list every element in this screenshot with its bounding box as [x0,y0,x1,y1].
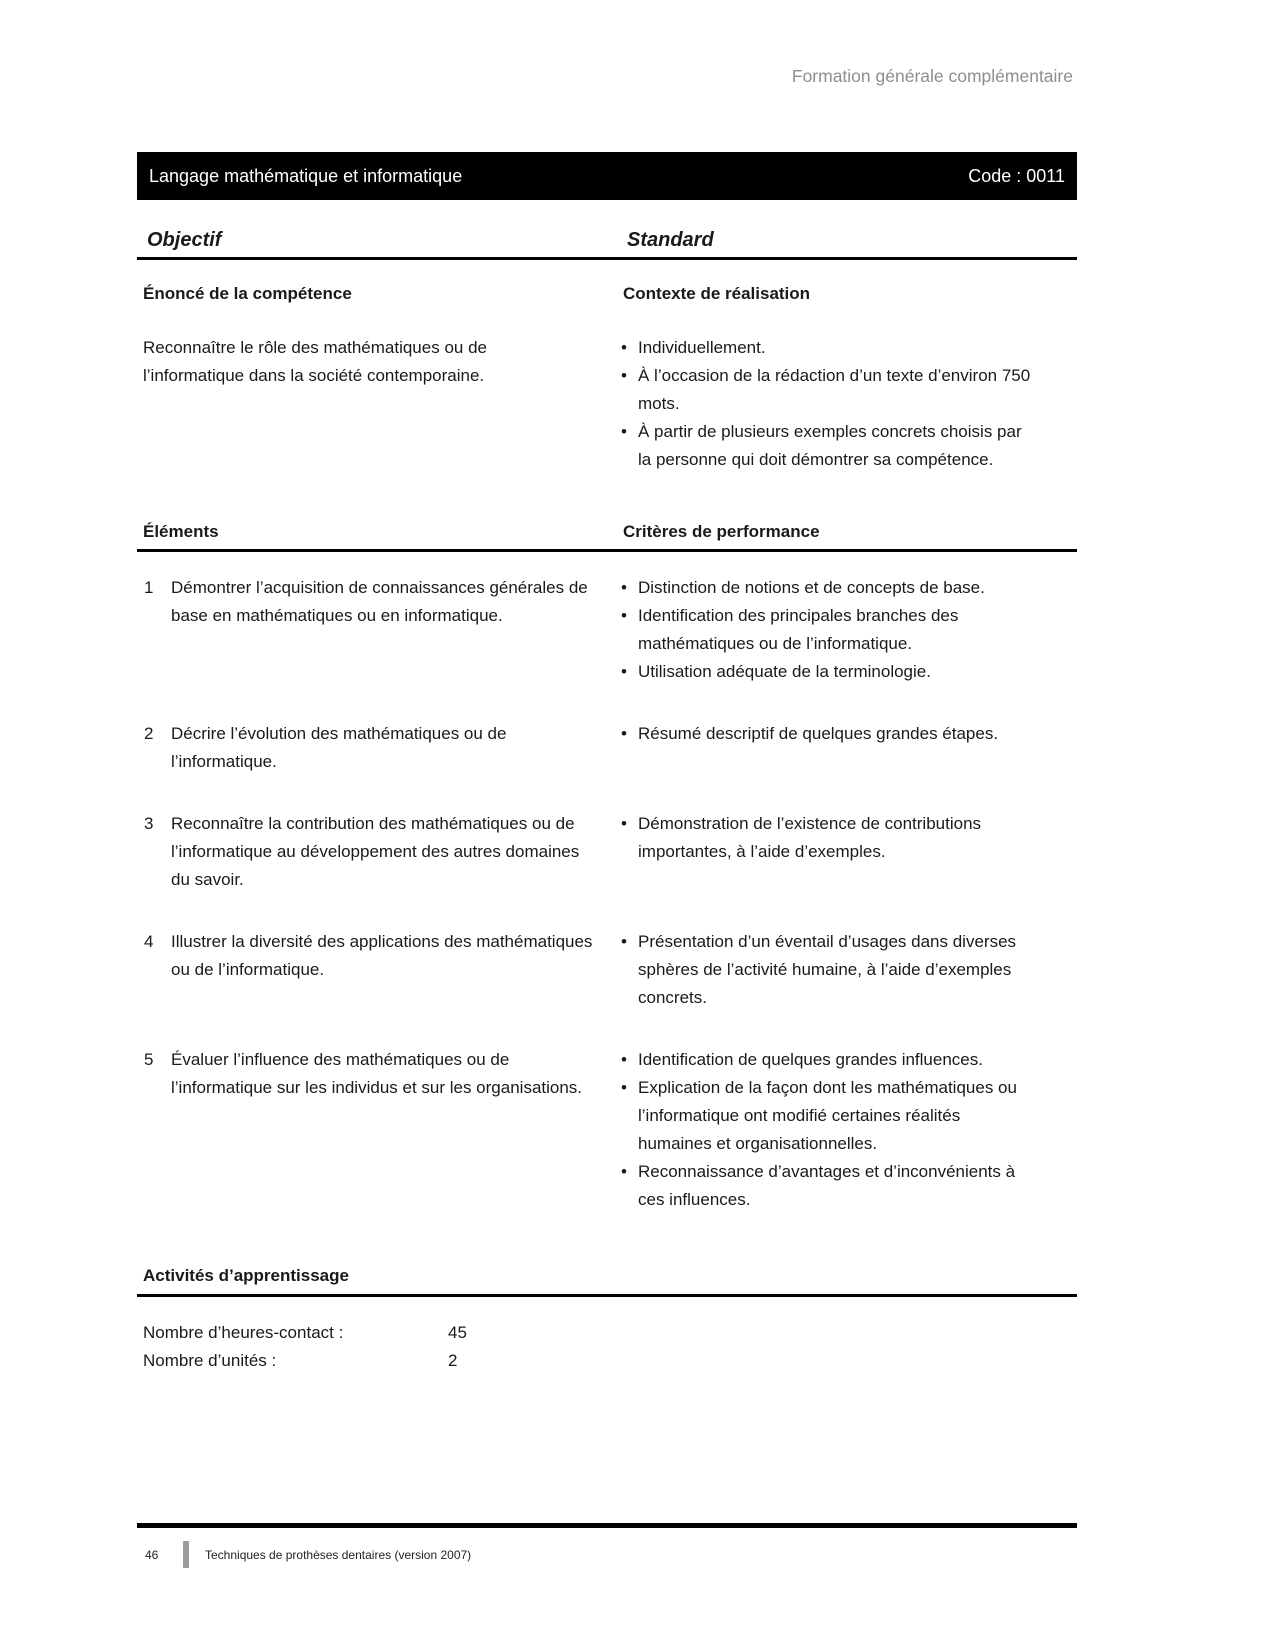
element-number: 2 [144,724,154,743]
list-item-text: Identification de quelques grandes influences. [638,1050,983,1069]
section-rule-top [137,257,1077,260]
hours-contact-value: 45 [448,1323,467,1342]
enonce-column [137,280,597,474]
element-cell [137,928,597,1012]
list-item [617,810,1037,866]
units-label: Nombre d’unités : [143,1351,277,1370]
footer-divider [183,1541,189,1568]
hours-contact-line [143,1319,1077,1347]
list-item-text: Distinction de notions et de concepts de base. [638,578,985,597]
list-item-text: Explication de la façon dont les mathématiques ou l’informatique ont modifié certaines réalités humaines et organisationnelles. [638,1078,1017,1153]
list-item [617,1158,1037,1214]
page-number: 46 [145,1547,159,1562]
objectif-heading: Objectif [147,229,222,251]
contexte-heading: Contexte de réalisation [623,284,811,303]
element-cell [137,574,597,686]
list-item-text: À l’occasion de la rédaction d’un texte d’environ 750 mots. [638,366,1031,413]
criteria-list [617,1046,1037,1214]
element-text: Évaluer l’influence des mathématiques ou de l’informatique sur les individus et sur les organisations. [171,1050,583,1097]
elements-criteria-headings [137,518,1077,546]
list-item [617,418,1037,474]
elements-heading: Éléments [143,522,219,541]
criteria-heading: Critères de performance [623,522,820,541]
list-item [617,1046,1037,1074]
footer-row [137,1541,1077,1568]
list-item [617,362,1037,418]
list-item [617,334,1037,362]
bullet-icon [621,658,627,686]
running-header: Formation générale complémentaire [791,66,1073,86]
list-item [617,1074,1037,1158]
list-item [617,658,1037,686]
list-item-text: Reconnaissance d’avantages et d’inconvénients à ces influences. [638,1162,1016,1209]
hours-contact-label: Nombre d’heures-contact : [143,1323,344,1342]
list-item-text: Identification des principales branches des mathématiques ou de l’informatique. [638,606,959,653]
section-rule-elements [137,549,1077,552]
bullet-icon [621,720,627,748]
element-text: Reconnaître la contribution des mathématiques ou de l’informatique au développement des autres domaines du savoir. [171,814,580,889]
activites-section [137,1262,1077,1375]
criteria-cell [617,810,1037,894]
bullet-icon [621,1158,627,1186]
element-cell [137,810,597,894]
contexte-list [617,334,1037,474]
list-item-text: Présentation d’un éventail d’usages dans diverses sphères de l’activité humaine, à l’aide d’exemples concrets. [638,932,1017,1007]
list-item-text: Démonstration de l’existence de contributions importantes, à l’aide d’exemples. [638,814,982,861]
bullet-icon [621,810,627,838]
activites-heading: Activités d’apprentissage [143,1266,349,1285]
course-title-bar [137,152,1077,200]
element-number: 3 [144,814,154,833]
section-rule-activites [137,1294,1077,1297]
bullet-icon [621,1046,627,1074]
table-row [137,1046,1077,1214]
list-item-text: À partir de plusieurs exemples concrets choisis par la personne qui doit démontrer sa compétence. [638,422,1022,469]
course-code: Code : 0011 [968,166,1065,186]
list-item [617,574,1037,602]
table-row [137,810,1077,894]
list-item-text: Utilisation adéquate de la terminologie. [638,662,931,681]
list-item-text: Individuellement. [638,338,766,357]
enonce-heading: Énoncé de la compétence [143,284,352,303]
criteria-cell [617,720,1037,776]
element-number: 1 [144,578,154,597]
page-content [137,0,1077,1375]
criteria-list [617,928,1037,1012]
element-number: 4 [144,932,154,951]
bullet-icon [621,928,627,956]
element-text: Décrire l’évolution des mathématiques ou de l’informatique. [171,724,507,771]
element-cell [137,720,597,776]
bullet-icon [621,1074,627,1102]
list-item [617,720,1037,748]
criteria-list [617,810,1037,866]
objectif-standard-headings [137,226,1077,254]
element-text: Démontrer l’acquisition de connaissances générales de base en mathématiques ou en informatique. [171,578,588,625]
bullet-icon [621,574,627,602]
element-text: Illustrer la diversité des applications des mathématiques ou de l’informatique. [171,932,593,979]
table-row [137,928,1077,1012]
bullet-icon [621,418,627,446]
enonce-text: Reconnaître le rôle des mathématiques ou de l’informatique dans la société contemporaine. [143,338,487,385]
units-value: 2 [448,1351,458,1370]
element-number: 5 [144,1050,154,1069]
contexte-column [617,280,1037,474]
bullet-icon [621,334,627,362]
element-cell [137,1046,597,1214]
table-row [137,720,1077,776]
criteria-cell [617,574,1037,686]
table-row [137,574,1077,686]
page-footer [137,1523,1077,1568]
criteria-cell [617,928,1037,1012]
criteria-list [617,574,1037,686]
criteria-list [617,720,1037,748]
elements-rows [137,574,1077,1214]
list-item-text: Résumé descriptif de quelques grandes étapes. [638,724,999,743]
units-line [143,1347,1077,1375]
bullet-icon [621,362,627,390]
course-title: Langage mathématique et informatique [149,166,463,186]
criteria-cell [617,1046,1037,1214]
competence-context-section [137,280,1077,474]
bullet-icon [621,602,627,630]
hours-block [137,1319,1077,1375]
list-item [617,602,1037,658]
standard-heading: Standard [627,229,714,251]
footer-text: Techniques de prothèses dentaires (version 2007) [205,1547,472,1562]
list-item [617,928,1037,1012]
